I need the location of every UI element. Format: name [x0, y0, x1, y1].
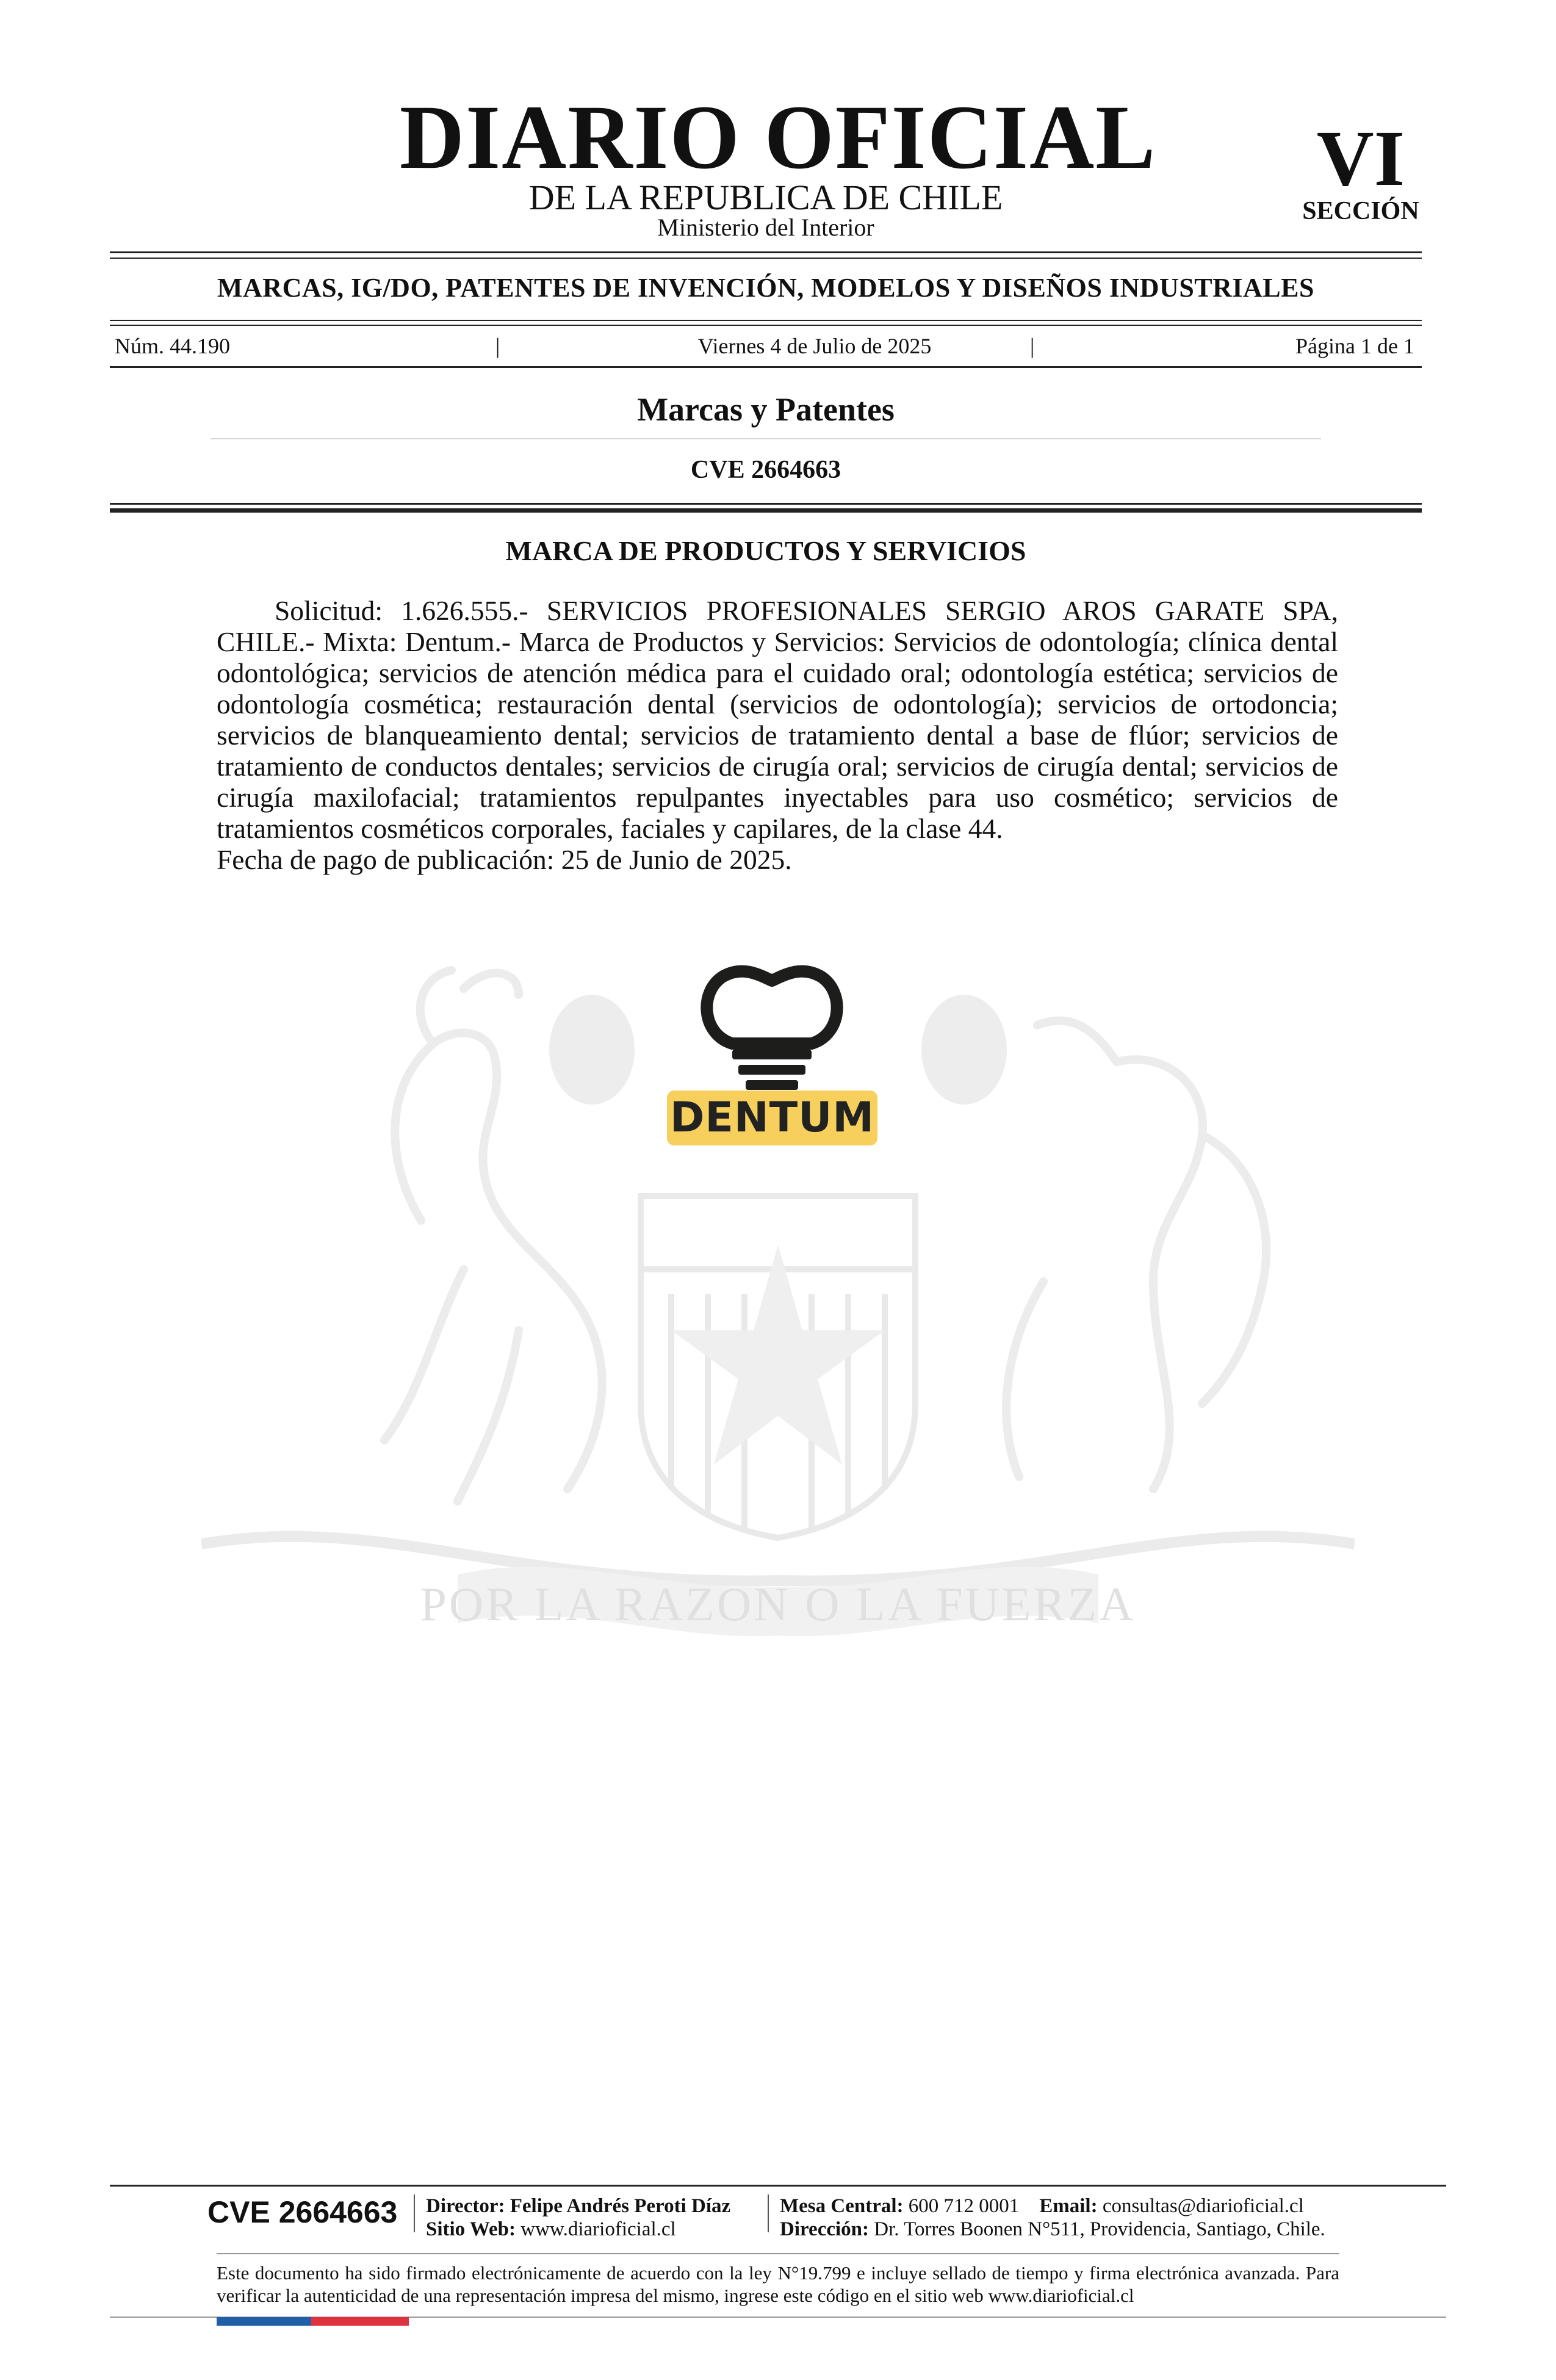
section-number: VI	[1316, 115, 1405, 203]
masthead-ministry: Ministerio del Interior	[657, 214, 874, 241]
divider-rule	[110, 325, 1422, 326]
footer-cve-code: CVE 2664663	[207, 2195, 398, 2229]
address-value: Dr. Torres Boonen N°511, Providencia, Santiago, Chile.	[874, 2218, 1325, 2240]
footer-director-block	[426, 2194, 730, 2241]
phone-label: Mesa Central:	[780, 2195, 904, 2217]
section-label: SECCIÓN	[1302, 197, 1419, 225]
watermark-motto: POR LA RAZON O LA FUERZA	[420, 1578, 1136, 1631]
site-label: Sitio Web:	[426, 2218, 516, 2240]
footer-divider	[217, 2253, 1339, 2254]
issue-date: Viernes 4 de Julio de 2025	[697, 334, 932, 358]
brand-wordmark: DENTUM	[667, 1091, 877, 1145]
issue-separator: |	[495, 334, 500, 358]
masthead-subtitle: DE LA REPUBLICA DE CHILE	[528, 178, 1003, 217]
divider-rule	[211, 438, 1321, 439]
email-label: Email:	[1039, 2195, 1098, 2217]
divider-rule	[110, 251, 1422, 253]
flag-stripe-red	[311, 2317, 409, 2326]
address-label: Dirección:	[780, 2218, 870, 2240]
issue-separator: |	[1030, 334, 1035, 358]
footer-divider	[110, 2185, 1446, 2187]
footer-contact-block	[780, 2194, 1325, 2241]
issue-page: Página 1 de 1	[1295, 334, 1414, 358]
payment-date: Fecha de pago de publicación: 25 de Junio de 2025.	[217, 844, 792, 875]
divider-rule	[110, 366, 1422, 368]
divider-rule	[110, 258, 1422, 259]
divider-rule	[110, 508, 1422, 513]
footer-separator	[768, 2194, 769, 2232]
document-heading: MARCA DE PRODUCTOS Y SERVICIOS	[505, 535, 1026, 566]
document-body	[217, 595, 1338, 875]
issue-info-row	[110, 333, 1422, 360]
flag-stripe-blue	[217, 2317, 311, 2326]
masthead-title: DIARIO OFICIAL	[399, 87, 1157, 188]
director-label: Director:	[426, 2195, 505, 2217]
publisher-name: Marcas y Patentes	[637, 391, 895, 428]
divider-rule	[110, 320, 1422, 321]
issue-number: Núm. 44.190	[115, 334, 230, 358]
divider-rule	[110, 503, 1422, 505]
cve-code: CVE 2664663	[690, 456, 841, 484]
site-url: www.diarioficial.cl	[520, 2218, 676, 2240]
director-name: Felipe Andrés Peroti Díaz	[510, 2195, 731, 2217]
section-band-title: MARCAS, IG/DO, PATENTES DE INVENCIÓN, MODELOS Y DISEÑOS INDUSTRIALES	[217, 273, 1314, 303]
document-paragraph: Solicitud: 1.626.555.- SERVICIOS PROFESIONALES SERGIO AROS GARATE SPA, CHILE.- Mixta: Dentum.- Marca de Productos y Servicios: Servicios de odontología; clínica dental odontológica; servicios de atención médica para el cuidado oral; odontología estética; servicios de odontología cosmética; restauración dental (servicios de odontología); servicios de ortodoncia; servicios de blanqueamiento dental; servicios de tratamiento dental a base de flúor; servicios de tratamiento de conductos dentales; servicios de cirugía oral; servicios de cirugía dental; servicios de cirugía maxilofacial; tratamientos repulpantes inyectables para uso cosmético; servicios de tratamientos cosméticos corporales, faciales y capilares, de la clase 44.	[217, 595, 1338, 844]
footer-separator	[414, 2194, 415, 2232]
email-address: consultas@diarioficial.cl	[1102, 2195, 1304, 2217]
signature-notice: Este documento ha sido firmado electrónicamente de acuerdo con la ley N°19.799 e incluye sellado de tiempo y firma electrónica avanzada. Para verificar la autenticidad de una representación impresa del mismo, ingrese este código en el sitio web www.diarioficial.cl	[217, 2262, 1339, 2306]
phone-number: 600 712 0001	[908, 2195, 1020, 2217]
